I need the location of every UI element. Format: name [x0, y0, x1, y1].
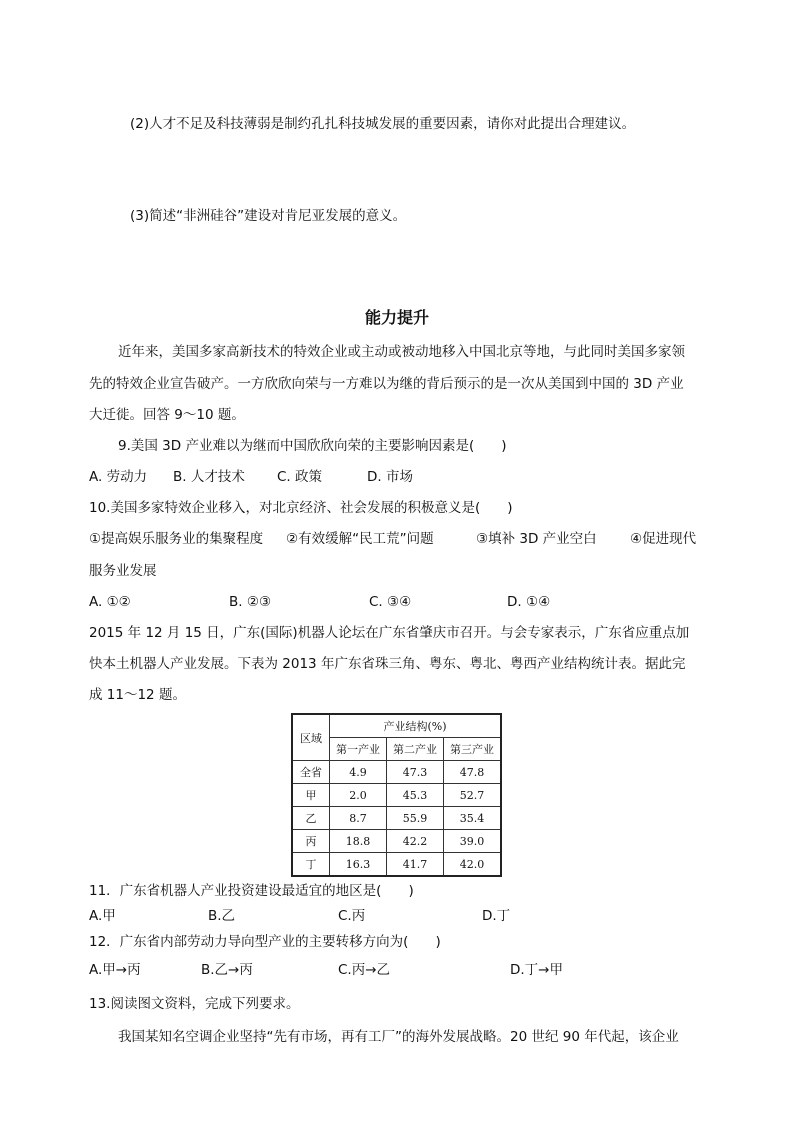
q10-statement-4: ④促进现代: [630, 531, 697, 547]
q10-option-c[interactable]: C. ③④: [369, 594, 412, 610]
cell: 16.3: [330, 853, 387, 877]
cell: 47.3: [387, 761, 444, 784]
passage-1-line-3: 大迁徙。回答 9～10 题。: [89, 407, 245, 423]
question-9-options: [89, 467, 413, 487]
passage-2-line-2: 快本土机器人产业发展。下表为 2013 年广东省珠三角、粤东、粤北、粤西产业结构统计表。据此完: [89, 656, 686, 672]
q9-option-a[interactable]: A. 劳动力: [89, 469, 148, 485]
question-11-stem: 11．广东省机器人产业投资建设最适宜的地区是( ): [89, 883, 414, 899]
cell: 52.7: [444, 784, 502, 807]
q9-option-b[interactable]: B. 人才技术: [173, 469, 245, 485]
question-3: (3)简述“非洲硅谷”建设对肯尼亚发展的意义。: [130, 208, 407, 224]
table-row: [292, 830, 501, 853]
q10-statement-3: ③填补 3D 产业空白: [476, 531, 597, 547]
col-primary: 第一产业: [330, 738, 387, 761]
question-10-statements-cont: 服务业发展: [89, 563, 157, 579]
question-13-stem: 13.阅读图文资料，完成下列要求。: [89, 996, 300, 1012]
table-row: [292, 784, 501, 807]
q9-option-d[interactable]: D. 市场: [367, 469, 413, 485]
q11-option-b[interactable]: B.乙: [208, 908, 236, 924]
table-row: [292, 761, 501, 784]
question-10-options: [89, 592, 550, 612]
cell: 42.2: [387, 830, 444, 853]
cell: 41.7: [387, 853, 444, 877]
cell: 55.9: [387, 807, 444, 830]
cell: 18.8: [330, 830, 387, 853]
q12-option-a[interactable]: A.甲→丙: [89, 962, 141, 978]
table-row: [292, 853, 501, 877]
row-region: 全省: [292, 761, 330, 784]
q11-option-d[interactable]: D.丁: [482, 908, 511, 924]
question-9-stem: 9.美国 3D 产业难以为继而中国欣欣向荣的主要影响因素是( ): [118, 438, 507, 454]
q10-statement-2: ②有效缓解“民工荒”问题: [286, 531, 434, 547]
cell: 35.4: [444, 807, 502, 830]
row-region: 甲: [292, 784, 330, 807]
row-region: 乙: [292, 807, 330, 830]
table-row: [292, 807, 501, 830]
region-header: 区域: [292, 714, 330, 761]
question-11-options: [89, 906, 510, 926]
question-13-passage: 我国某知名空调企业坚持“先有市场，再有工厂”的海外发展战略。20 世纪 90 年代起，该企业: [118, 1029, 679, 1045]
question-12-stem: 12．广东省内部劳动力导向型产业的主要转移方向为( ): [89, 934, 441, 950]
cell: 8.7: [330, 807, 387, 830]
cell: 47.8: [444, 761, 502, 784]
col-secondary: 第二产业: [387, 738, 444, 761]
passage-2-line-3: 成 11～12 题。: [89, 687, 186, 703]
q11-option-a[interactable]: A.甲: [89, 908, 116, 924]
question-2: (2)人才不足及科技薄弱是制约孔扎科技城发展的重要因素，请你对此提出合理建议。: [130, 116, 636, 132]
q9-option-c[interactable]: C. 政策: [277, 469, 323, 485]
cell: 45.3: [387, 784, 444, 807]
cell: 39.0: [444, 830, 502, 853]
q10-option-b[interactable]: B. ②③: [229, 594, 272, 610]
section-title: 能力提升: [364, 308, 429, 327]
question-12-options: [89, 960, 563, 980]
q12-option-b[interactable]: B.乙→丙: [201, 962, 253, 978]
cell: 2.0: [330, 784, 387, 807]
row-region: 丁: [292, 853, 330, 877]
question-10-stem: 10.美国多家特效企业移入，对北京经济、社会发展的积极意义是( ): [89, 500, 513, 516]
q12-option-c[interactable]: C.丙→乙: [338, 962, 391, 978]
q10-option-d[interactable]: D. ①④: [507, 594, 551, 610]
passage-1-line-1: 近年来，美国多家高新技术的特效企业或主动或被动地移入中国北京等地，与此同时美国多家领: [118, 344, 685, 360]
passage-2-line-1: 2015 年 12 月 15 日，广东(国际)机器人论坛在广东省肇庆市召开。与会专家表示，广东省应重点加: [89, 625, 690, 641]
q10-statement-1: ①提高娱乐服务业的集聚程度: [89, 531, 264, 547]
q10-option-a[interactable]: A. ①②: [89, 594, 131, 610]
q12-option-d[interactable]: D.丁→甲: [510, 962, 563, 978]
industry-structure-table: [291, 713, 502, 877]
cell: 4.9: [330, 761, 387, 784]
question-10-statements: [89, 529, 696, 549]
industry-structure-header: 产业结构(%): [330, 714, 502, 738]
cell: 42.0: [444, 853, 502, 877]
row-region: 丙: [292, 830, 330, 853]
passage-1-line-2: 先的特效企业宣告破产。一方欣欣向荣与一方难以为继的背后预示的是一次从美国到中国的 3D 产业: [89, 376, 684, 392]
q11-option-c[interactable]: C.丙: [338, 908, 366, 924]
col-tertiary: 第三产业: [444, 738, 502, 761]
